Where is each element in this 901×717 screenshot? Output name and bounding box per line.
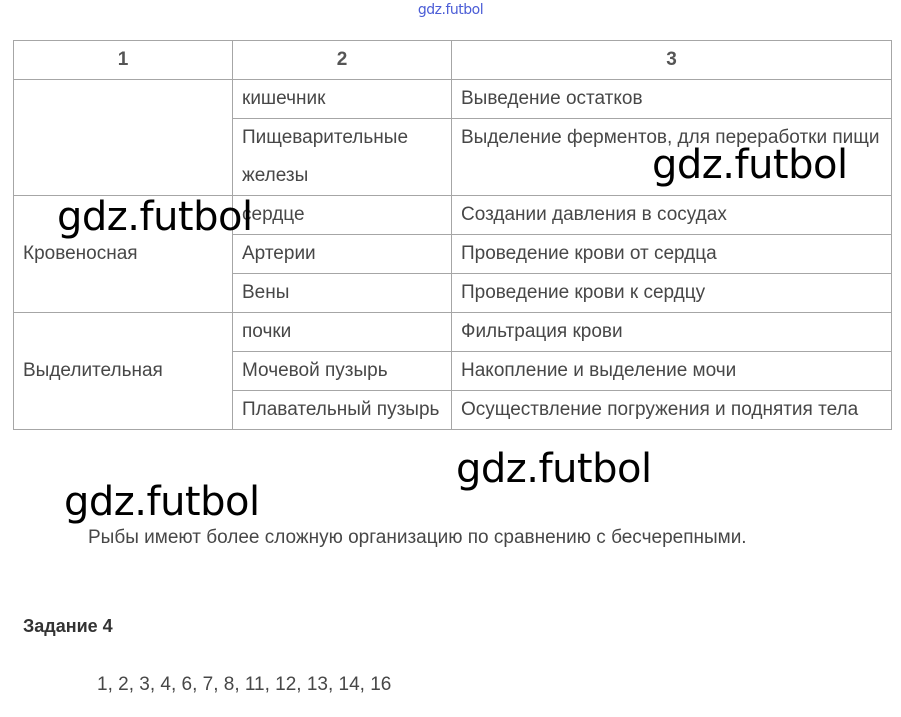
organ-cell: Вены — [233, 274, 452, 313]
organ-cell: Артерии — [233, 235, 452, 274]
function-cell: Выделение ферментов, для переработки пищи — [452, 119, 892, 196]
organ-cell: Мочевой пузырь — [233, 352, 452, 391]
watermark: gdz.futbol — [57, 194, 253, 240]
watermark: gdz.futbol — [456, 446, 652, 492]
watermark: gdz.futbol — [64, 479, 260, 525]
function-cell: Выведение остатков — [452, 80, 892, 119]
column-header: 2 — [233, 41, 452, 80]
organ-cell: кишечник — [233, 80, 452, 119]
column-header: 3 — [452, 41, 892, 80]
table-header-row — [14, 41, 892, 80]
column-header: 1 — [14, 41, 233, 80]
conclusion-paragraph: Рыбы имеют более сложную организацию по сравнению с бесчерепными. — [88, 527, 747, 548]
organ-cell: Пищеварительные железы — [233, 119, 452, 196]
task-answer: 1, 2, 3, 4, 6, 7, 8, 11, 12, 13, 14, 16 — [97, 674, 392, 695]
organ-cell: Плавательный пузырь — [233, 391, 452, 430]
function-cell: Осуществление погружения и поднятия тела — [452, 391, 892, 430]
task-heading: Задание 4 — [23, 616, 113, 636]
system-cell: Выделительная — [14, 313, 233, 430]
top-watermark: gdz.futbol — [417, 2, 484, 18]
function-cell: Создании давления в сосудах — [452, 196, 892, 235]
watermark: gdz.futbol — [652, 142, 848, 188]
function-cell: Накопление и выделение мочи — [452, 352, 892, 391]
function-cell: Проведение крови к сердцу — [452, 274, 892, 313]
function-cell: Фильтрация крови — [452, 313, 892, 352]
system-cell: Кровеносная — [14, 196, 233, 313]
organ-cell: почки — [233, 313, 452, 352]
organ-cell: сердце — [233, 196, 452, 235]
table-row — [14, 313, 892, 352]
function-cell: Проведение крови от сердца — [452, 235, 892, 274]
table-row — [14, 80, 892, 119]
system-cell — [14, 80, 233, 196]
